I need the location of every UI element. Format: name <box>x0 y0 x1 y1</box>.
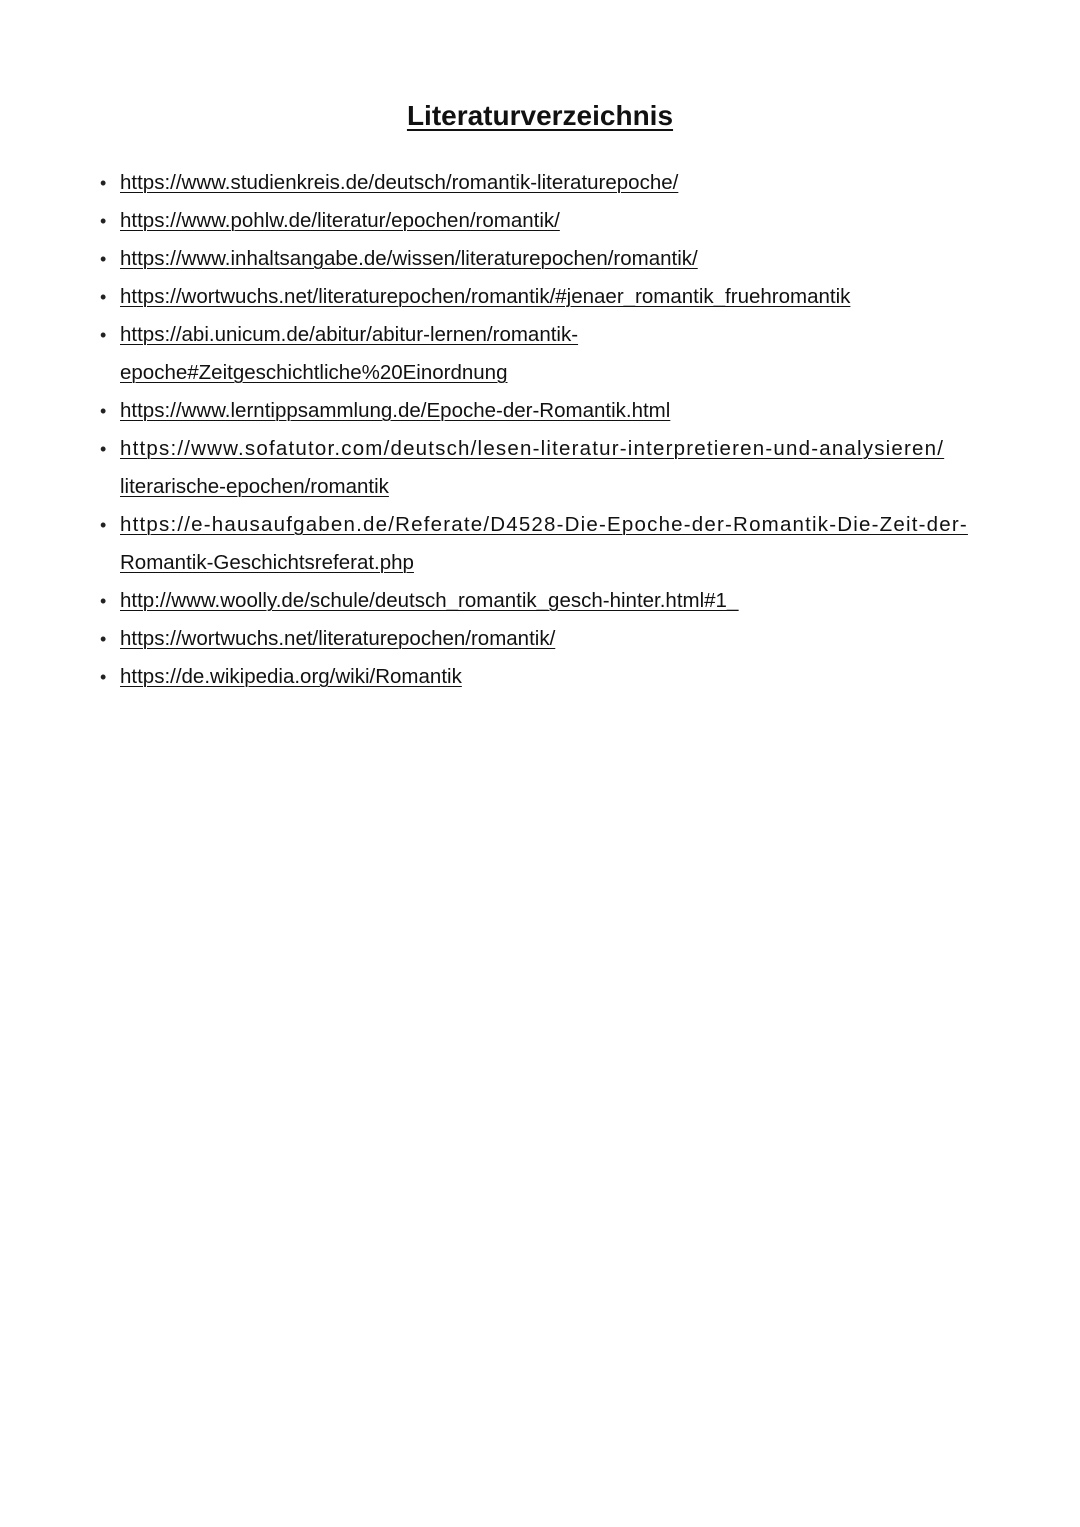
list-item <box>0 240 1080 278</box>
reference-link[interactable]: https://www.pohlw.de/literatur/epochen/romantik/ <box>120 209 560 232</box>
reference-link[interactable]: https://wortwuchs.net/literaturepochen/romantik/ <box>120 627 556 650</box>
bullet-icon: • <box>100 439 107 459</box>
reference-link[interactable]: https://www.studienkreis.de/deutsch/romantik-literaturepoche/ <box>120 171 679 194</box>
reference-link-line1[interactable]: https://e-hausaufgaben.de/Referate/D4528-Die-Epoche-der-Romantik-Die-Zeit-der- <box>120 513 968 536</box>
list-item <box>0 392 1080 430</box>
reference-link[interactable]: https://www.lerntippsammlung.de/Epoche-der-Romantik.html <box>120 399 671 422</box>
reference-link[interactable]: http://www.woolly.de/schule/deutsch_romantik_gesch-hinter.html#1_ <box>120 589 739 612</box>
reference-link-line2[interactable]: literarische-epochen/romantik <box>120 475 389 498</box>
bullet-icon: • <box>100 211 107 231</box>
bullet-icon: • <box>100 249 107 269</box>
list-item <box>0 582 1080 620</box>
list-item <box>0 658 1080 696</box>
bullet-icon: • <box>100 401 107 421</box>
bullet-icon: • <box>100 515 107 535</box>
bullet-icon: • <box>100 629 107 649</box>
page-title: Literaturverzeichnis <box>406 100 674 131</box>
reference-link[interactable]: https://de.wikipedia.org/wiki/Romantik <box>120 665 462 688</box>
reference-link-line1[interactable]: https://www.sofatutor.com/deutsch/lesen-literatur-interpretieren-und-analysieren/ <box>120 437 945 460</box>
list-item <box>0 620 1080 658</box>
bullet-icon: • <box>100 173 107 193</box>
list-item <box>0 430 1080 506</box>
list-item <box>0 278 1080 316</box>
reference-link[interactable]: https://wortwuchs.net/literaturepochen/romantik/#jenaer_romantik_fruehromantik <box>120 285 851 308</box>
reference-link-line2[interactable]: epoche#Zeitgeschichtliche%20Einordnung <box>120 361 508 384</box>
list-item <box>0 202 1080 240</box>
reference-list <box>0 164 1080 696</box>
bullet-icon: • <box>100 667 107 687</box>
reference-link-line2[interactable]: Romantik-Geschichtsreferat.php <box>120 551 414 574</box>
bullet-icon: • <box>100 287 107 307</box>
list-item <box>0 506 1080 582</box>
reference-link[interactable]: https://www.inhaltsangabe.de/wissen/literaturepochen/romantik/ <box>120 247 698 270</box>
list-item <box>0 164 1080 202</box>
bullet-icon: • <box>100 325 107 345</box>
bullet-icon: • <box>100 591 107 611</box>
list-item <box>0 316 1080 392</box>
reference-link-line1[interactable]: https://abi.unicum.de/abitur/abitur-lernen/romantik- <box>120 323 579 346</box>
